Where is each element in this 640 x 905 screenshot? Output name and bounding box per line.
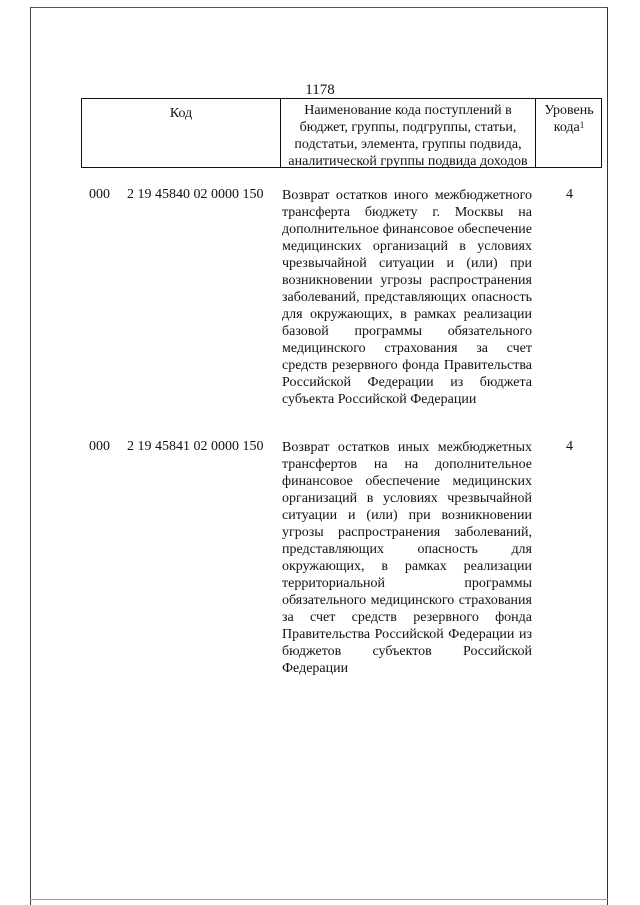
header-level-label: Уровень кода bbox=[544, 103, 594, 135]
income-description: Возврат остатков иного межбюджетного трансферта бюджету г. Москвы на дополнительное финансовое обеспечение медицинских организаций в условиях чрезвычайной ситуации и (или) при возникновении угрозы распространения заболеваний, представляющих опасность для окружающих, в рамках реализации базовой программы обязательного медицинского страхования за счет средств резервного фонда Правительства Российской Федерации из бюджета субъекта Российской Федерации bbox=[282, 188, 532, 407]
header-name-column bbox=[280, 99, 536, 167]
header-level-column bbox=[536, 99, 602, 167]
income-description: Возврат остатков иных межбюджетных трансфертов на на дополнительное финансовое обеспечение медицинских организаций в условиях чрезвычайной ситуации и (или) при возникновении угрозы распространения заболеваний, представляющих опасность для окружающих, в рамках реализации территориальной программы обязательного медицинского страхования за счет средств резервного фонда Правительства Российской Федерации из бюджетов субъектов Российской Федерации bbox=[282, 440, 532, 676]
header-level-footnote: 1 bbox=[579, 120, 585, 130]
scan-edge-left bbox=[30, 7, 31, 905]
income-code: 2 19 45840 02 0000 150 bbox=[127, 187, 264, 202]
scan-edge-top bbox=[30, 7, 608, 8]
header-code-label: Код bbox=[169, 106, 193, 121]
page-number: 1178 bbox=[305, 82, 335, 98]
code-level: 4 bbox=[566, 187, 573, 202]
admin-code: 000 bbox=[89, 187, 110, 202]
admin-code: 000 bbox=[89, 439, 110, 454]
header-name-label: Наименование кода поступлений в бюджет, группы, подгруппы, статьи, подстатьи, элемента, группы подвида, аналитической группы подвида доходов bbox=[288, 103, 528, 169]
code-level: 4 bbox=[566, 439, 573, 454]
scan-edge-bottom bbox=[30, 899, 608, 900]
scan-edge-right bbox=[607, 7, 608, 905]
income-code: 2 19 45841 02 0000 150 bbox=[127, 439, 264, 454]
table-header bbox=[81, 98, 602, 168]
header-code-column bbox=[82, 99, 280, 167]
